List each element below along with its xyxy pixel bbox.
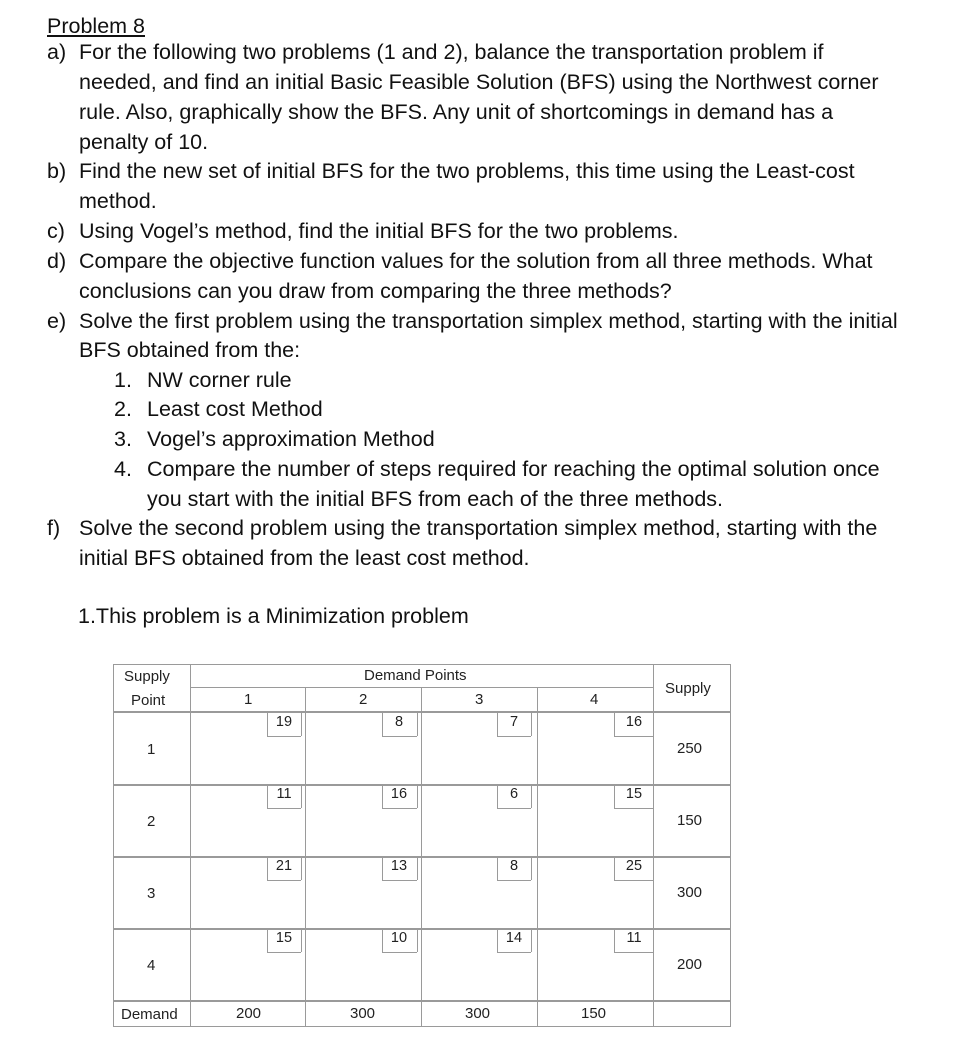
demand-col-3-header: 3 bbox=[475, 691, 484, 708]
cost-box-left-r3-c2 bbox=[382, 856, 383, 880]
cost-box-left-r2-c2 bbox=[382, 784, 383, 808]
cost-box-left-r1-c4 bbox=[614, 712, 615, 736]
supply-value-4: 200 bbox=[677, 956, 703, 973]
item-e-sub-1-number: 1. bbox=[114, 368, 132, 392]
cost-box-left-r4-c3 bbox=[497, 928, 498, 952]
grid-line-top bbox=[113, 664, 730, 665]
cost-box-bottom-r4-c2 bbox=[382, 952, 417, 953]
item-e-sub-4-line-1: Compare the number of steps required for reaching the optimal solution once bbox=[147, 457, 880, 481]
item-e-sub-4-number: 4. bbox=[114, 457, 132, 481]
demand-value-2: 300 bbox=[350, 1005, 376, 1022]
cost-box-bottom-r2-c3 bbox=[497, 808, 531, 809]
cost-box-bottom-r2-c4 bbox=[614, 808, 653, 809]
cost-box-bottom-r3-c4 bbox=[614, 880, 653, 881]
cost-box-bottom-r3-c3 bbox=[497, 880, 531, 881]
supply-value-1: 250 bbox=[677, 740, 703, 757]
item-a-label: a) bbox=[47, 40, 67, 64]
cost-box-right-r4-c3 bbox=[531, 928, 532, 952]
supply-value-3: 300 bbox=[677, 884, 703, 901]
cost-r3-c4: 25 bbox=[625, 858, 643, 874]
supply-point-header-line-1: Supply bbox=[124, 668, 170, 685]
cost-box-left-r2-c3 bbox=[497, 784, 498, 808]
supply-value-2: 150 bbox=[677, 812, 703, 829]
item-e-sub-1-text: NW corner rule bbox=[147, 368, 292, 392]
cost-box-left-r1-c3 bbox=[497, 712, 498, 736]
cost-box-bottom-r4-c1 bbox=[267, 952, 301, 953]
cost-box-right-r3-c3 bbox=[531, 856, 532, 880]
supply-row-3-label: 3 bbox=[147, 885, 156, 902]
item-f-label: f) bbox=[47, 516, 61, 540]
item-e-sub-4-line-2: you start with the initial BFS from each of the three methods. bbox=[147, 487, 723, 511]
grid-line-col-4-left bbox=[537, 687, 538, 1027]
item-e-line-2: BFS obtained from the: bbox=[79, 338, 301, 362]
cost-box-right-r1-c1 bbox=[301, 712, 302, 736]
demand-points-header: Demand Points bbox=[364, 667, 467, 684]
cost-box-right-r4-c2 bbox=[417, 928, 418, 952]
cost-r3-c2: 13 bbox=[390, 858, 408, 874]
demand-col-4-header: 4 bbox=[590, 691, 599, 708]
demand-col-1-header: 1 bbox=[244, 691, 253, 708]
cost-r2-c4: 15 bbox=[625, 786, 643, 802]
cost-box-bottom-r3-c1 bbox=[267, 880, 301, 881]
cost-r2-c1: 11 bbox=[276, 786, 292, 802]
item-d-line-1: Compare the objective function values for the solution from all three methods. What bbox=[79, 249, 873, 273]
item-e-sub-3-number: 3. bbox=[114, 427, 132, 451]
cost-box-right-r1-c3 bbox=[531, 712, 532, 736]
demand-value-4: 150 bbox=[581, 1005, 607, 1022]
cost-r4-c1: 15 bbox=[275, 930, 293, 946]
cost-box-left-r3-c3 bbox=[497, 856, 498, 880]
item-e-line-1: Solve the first problem using the transportation simplex method, starting with the initial bbox=[79, 309, 898, 333]
cost-box-bottom-r2-c2 bbox=[382, 808, 417, 809]
cost-r4-c3: 14 bbox=[505, 930, 523, 946]
item-b-line-2: method. bbox=[79, 189, 157, 213]
demand-row-label: Demand bbox=[121, 1006, 178, 1023]
item-f-line-1: Solve the second problem using the transportation simplex method, starting with the bbox=[79, 516, 878, 540]
cost-box-bottom-r1-c3 bbox=[497, 736, 531, 737]
item-d-line-2: conclusions can you draw from comparing the three methods? bbox=[79, 279, 672, 303]
cost-box-right-r2-c2 bbox=[417, 784, 418, 808]
item-a-line-3: rule. Also, graphically show the BFS. Any unit of shortcomings in demand has a bbox=[79, 100, 834, 124]
cost-r1-c2: 8 bbox=[394, 714, 404, 730]
grid-line-col-2-left bbox=[305, 687, 306, 1027]
cost-r1-c3: 7 bbox=[509, 714, 519, 730]
cost-r3-c3: 8 bbox=[509, 858, 519, 874]
item-a-line-2: needed, and find an initial Basic Feasible Solution (BFS) using the Northwest corner bbox=[79, 70, 879, 94]
supply-row-4-label: 4 bbox=[147, 957, 156, 974]
item-b-label: b) bbox=[47, 159, 67, 183]
item-f-line-2: initial BFS obtained from the least cost method. bbox=[79, 546, 530, 570]
grid-line-right bbox=[730, 664, 731, 1027]
cost-box-bottom-r3-c2 bbox=[382, 880, 417, 881]
cost-box-left-r1-c2 bbox=[382, 712, 383, 736]
cost-r2-c2: 16 bbox=[390, 786, 408, 802]
demand-value-3: 300 bbox=[465, 1005, 491, 1022]
cost-r2-c3: 6 bbox=[509, 786, 519, 802]
cost-box-right-r3-c1 bbox=[301, 856, 302, 880]
cost-box-right-r1-c2 bbox=[417, 712, 418, 736]
cost-box-bottom-r1-c1 bbox=[267, 736, 301, 737]
cost-box-left-r2-c1 bbox=[267, 784, 268, 808]
item-e-sub-2-text: Least cost Method bbox=[147, 397, 323, 421]
supply-point-header-line-2: Point bbox=[131, 692, 166, 709]
cost-r1-c4: 16 bbox=[625, 714, 643, 730]
supply-row-1-label: 1 bbox=[147, 741, 156, 758]
supply-column-header: Supply bbox=[665, 680, 711, 697]
cost-box-bottom-r2-c1 bbox=[267, 808, 301, 809]
cost-box-left-r2-c4 bbox=[614, 784, 615, 808]
problem-1-intro: 1.This problem is a Minimization problem bbox=[78, 604, 469, 628]
item-a-line-4: penalty of 10. bbox=[79, 130, 209, 154]
cost-box-bottom-r1-c2 bbox=[382, 736, 417, 737]
item-c-label: c) bbox=[47, 219, 65, 243]
item-c-line-1: Using Vogel’s method, find the initial BFS for the two problems. bbox=[79, 219, 679, 243]
cost-box-left-r4-c2 bbox=[382, 928, 383, 952]
cost-box-left-r4-c4 bbox=[614, 928, 615, 952]
cost-box-left-r3-c4 bbox=[614, 856, 615, 880]
cost-r1-c1: 19 bbox=[275, 714, 293, 730]
cost-r4-c2: 10 bbox=[390, 930, 408, 946]
supply-row-2-label: 2 bbox=[147, 813, 156, 830]
cost-box-bottom-r1-c4 bbox=[614, 736, 653, 737]
cost-box-right-r2-c3 bbox=[531, 784, 532, 808]
item-a-line-1: For the following two problems (1 and 2), balance the transportation problem if bbox=[79, 40, 824, 64]
cost-box-bottom-r4-c3 bbox=[497, 952, 531, 953]
item-b-line-1: Find the new set of initial BFS for the two problems, this time using the Least-cost bbox=[79, 159, 855, 183]
cost-box-right-r3-c2 bbox=[417, 856, 418, 880]
cost-box-left-r4-c1 bbox=[267, 928, 268, 952]
demand-value-1: 200 bbox=[236, 1005, 262, 1022]
cost-box-left-r1-c1 bbox=[267, 712, 268, 736]
cost-box-bottom-r4-c4 bbox=[614, 952, 653, 953]
grid-line-col-supply-point bbox=[190, 664, 191, 1027]
transportation-table bbox=[113, 664, 730, 1027]
problem-title: Problem 8 bbox=[47, 14, 145, 38]
cost-box-right-r2-c1 bbox=[301, 784, 302, 808]
cost-box-right-r4-c1 bbox=[301, 928, 302, 952]
cost-box-left-r3-c1 bbox=[267, 856, 268, 880]
grid-line-col-supply bbox=[653, 664, 654, 1027]
demand-col-2-header: 2 bbox=[359, 691, 368, 708]
item-e-label: e) bbox=[47, 309, 67, 333]
item-e-sub-3-text: Vogel’s approximation Method bbox=[147, 427, 435, 451]
grid-line-col-3-left bbox=[421, 687, 422, 1027]
cost-r3-c1: 21 bbox=[275, 858, 293, 874]
item-d-label: d) bbox=[47, 249, 67, 273]
grid-line-left bbox=[113, 664, 114, 1027]
cost-r4-c4: 11 bbox=[626, 930, 642, 946]
item-e-sub-2-number: 2. bbox=[114, 397, 132, 421]
